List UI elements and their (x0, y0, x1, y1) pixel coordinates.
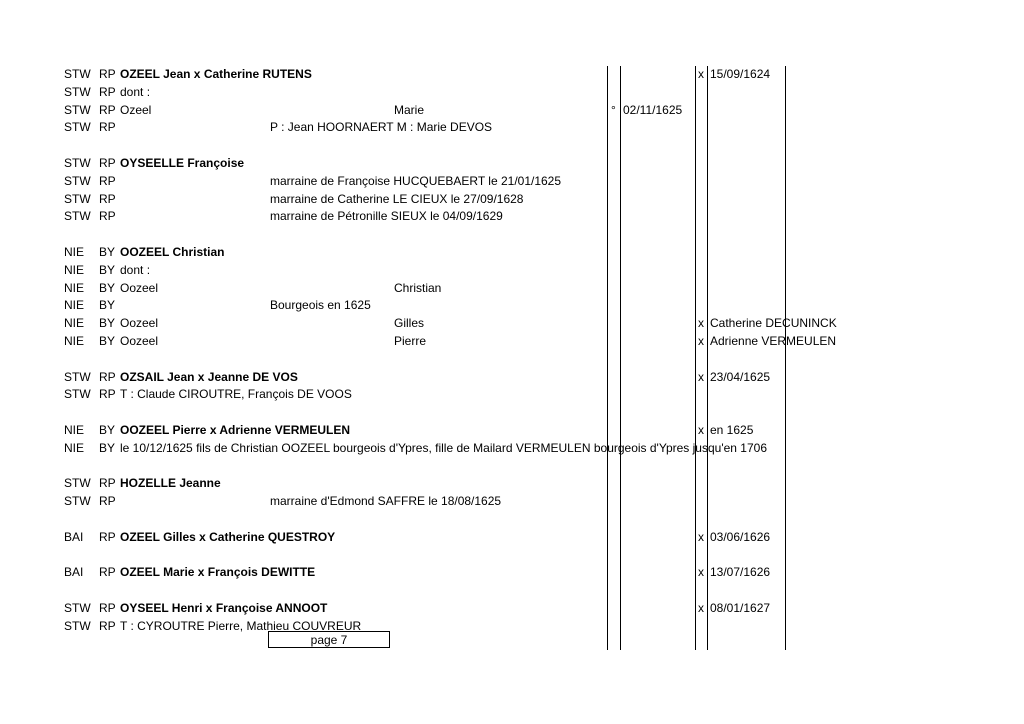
record-subcode: RP (99, 191, 116, 206)
record-row (0, 208, 1024, 225)
record-name: OOZEEL Pierre x Adrienne VERMEULEN (120, 423, 351, 437)
record-code: STW (64, 67, 91, 81)
record-code: NIE (64, 316, 85, 331)
record-subcode: RP (99, 476, 116, 491)
record-subcode: RP (99, 529, 116, 544)
spacer-row (0, 404, 1024, 421)
record-row (0, 173, 1024, 190)
record-note: Bourgeois en 1625 (270, 298, 371, 313)
record-name: dont : (120, 84, 151, 99)
record-subcode: RP (99, 84, 116, 99)
record-subcode: RP (99, 387, 116, 402)
record-subcode: RP (99, 494, 116, 509)
record-firstname: Marie (394, 102, 425, 117)
marriage-mark: x (698, 601, 704, 615)
record-code: NIE (64, 334, 85, 348)
record-row (0, 369, 1024, 386)
record-name: Oozeel (120, 280, 159, 295)
record-name: le 10/12/1625 fils de Christian OOZEEL bourgeois d'Ypres, fille de Mailard VERMEULEN bourgeois d'Ypres jusqu'en 1706 (120, 440, 767, 455)
record-row (0, 493, 1024, 510)
record-code: NIE (64, 245, 85, 259)
record-name: Ozeel (120, 102, 152, 117)
record-code: STW (64, 84, 91, 99)
spacer-row (0, 511, 1024, 528)
record-row (0, 102, 1024, 119)
record-subcode: BY (99, 334, 116, 348)
record-name: T : CYROUTRE Pierre, Mathieu COUVREUR (120, 618, 362, 633)
marriage-detail: Adrienne VERMEULEN (710, 334, 837, 348)
marriage-detail: en 1625 (710, 423, 754, 437)
record-row (0, 244, 1024, 261)
record-subcode: RP (99, 601, 116, 615)
spacer-row (0, 226, 1024, 243)
page-number-box (268, 631, 390, 648)
record-note: marraine de Françoise HUCQUEBAERT le 21/01/1625 (270, 173, 562, 188)
record-subcode: BY (99, 280, 116, 295)
record-subcode: RP (99, 369, 116, 384)
record-subcode: BY (99, 262, 116, 277)
record-subcode: BY (99, 440, 116, 455)
record-code: STW (64, 601, 91, 615)
record-row (0, 297, 1024, 314)
record-name: OZSAIL Jean x Jeanne DE VOS (120, 369, 298, 384)
record-code: STW (64, 120, 91, 135)
record-subcode: RP (99, 565, 116, 580)
marriage-mark: x (698, 67, 704, 81)
record-code: BAI (64, 529, 84, 544)
record-row (0, 119, 1024, 136)
marriage-detail: 13/07/1626 (710, 565, 771, 580)
record-subcode: RP (99, 618, 116, 633)
record-code: NIE (64, 280, 85, 295)
record-name: dont : (120, 262, 151, 277)
record-name: OZEEL Jean x Catherine RUTENS (120, 67, 312, 81)
record-name: OYSEEL Henri x Françoise ANNOOT (120, 601, 328, 615)
marriage-mark: x (698, 316, 704, 331)
spacer-row (0, 351, 1024, 368)
record-code: STW (64, 369, 91, 384)
marriage-detail: 15/09/1624 (710, 67, 771, 81)
record-row (0, 440, 1024, 457)
record-code: STW (64, 173, 91, 188)
record-row (0, 529, 1024, 546)
record-code: STW (64, 156, 91, 170)
spacer-row (0, 547, 1024, 564)
record-code: STW (64, 618, 91, 633)
record-firstname: Pierre (394, 334, 427, 348)
record-code: STW (64, 102, 91, 117)
record-firstname: Christian (394, 280, 442, 295)
record-row (0, 564, 1024, 581)
record-row (0, 333, 1024, 350)
record-code: BAI (64, 565, 84, 580)
record-subcode: BY (99, 245, 116, 259)
record-row (0, 600, 1024, 617)
record-note: P : Jean HOORNAERT M : Marie DEVOS (270, 120, 493, 135)
record-code: NIE (64, 440, 85, 455)
record-name: OZEEL Gilles x Catherine QUESTROY (120, 529, 336, 544)
record-row (0, 84, 1024, 101)
record-code: STW (64, 494, 91, 509)
record-row (0, 280, 1024, 297)
record-name: Oozeel (120, 334, 159, 348)
record-name: Oozeel (120, 316, 159, 331)
record-row (0, 191, 1024, 208)
record-name: OZEEL Marie x François DEWITTE (120, 565, 316, 580)
record-code: NIE (64, 262, 85, 277)
spacer-row (0, 582, 1024, 599)
record-code: NIE (64, 298, 85, 313)
record-row (0, 475, 1024, 492)
marriage-mark: x (698, 369, 704, 384)
record-code: STW (64, 476, 91, 491)
record-subcode: RP (99, 67, 116, 81)
record-name: OYSEELLE Françoise (120, 156, 245, 170)
marriage-mark: x (698, 565, 704, 580)
marriage-detail: 08/01/1627 (710, 601, 771, 615)
record-name: T : Claude CIROUTRE, François DE VOOS (120, 387, 352, 402)
birth-mark: ° (611, 102, 616, 117)
record-subcode: BY (99, 423, 116, 437)
record-note: marraine de Pétronille SIEUX le 04/09/1629 (270, 209, 503, 224)
record-note: marraine de Catherine LE CIEUX le 27/09/1628 (270, 191, 524, 206)
record-code: STW (64, 209, 91, 224)
page-number-label: page 7 (310, 633, 348, 647)
record-code: STW (64, 191, 91, 206)
record-name: HOZELLE Jeanne (120, 476, 221, 491)
record-row (0, 155, 1024, 172)
marriage-mark: x (698, 334, 704, 348)
spacer-row (0, 458, 1024, 475)
record-row (0, 315, 1024, 332)
record-subcode: RP (99, 102, 116, 117)
marriage-mark: x (698, 423, 704, 437)
record-subcode: RP (99, 156, 116, 170)
record-row (0, 262, 1024, 279)
record-row (0, 386, 1024, 403)
record-subcode: RP (99, 209, 116, 224)
marriage-detail: 03/06/1626 (710, 529, 771, 544)
record-code: STW (64, 387, 91, 402)
record-note: marraine d'Edmond SAFFRE le 18/08/1625 (270, 494, 502, 509)
record-row (0, 422, 1024, 439)
record-row (0, 618, 1024, 635)
record-name: OOZEEL Christian (120, 245, 225, 259)
birth-date: 02/11/1625 (623, 102, 683, 117)
record-subcode: BY (99, 316, 116, 331)
record-code: NIE (64, 423, 85, 437)
record-subcode: RP (99, 120, 116, 135)
spacer-row (0, 137, 1024, 154)
record-subcode: RP (99, 173, 116, 188)
marriage-detail: Catherine DECUNINCK (710, 316, 837, 331)
marriage-detail: 23/04/1625 (710, 369, 771, 384)
record-row (0, 66, 1024, 83)
marriage-mark: x (698, 529, 704, 544)
record-subcode: BY (99, 298, 116, 313)
record-firstname: Gilles (394, 316, 425, 331)
